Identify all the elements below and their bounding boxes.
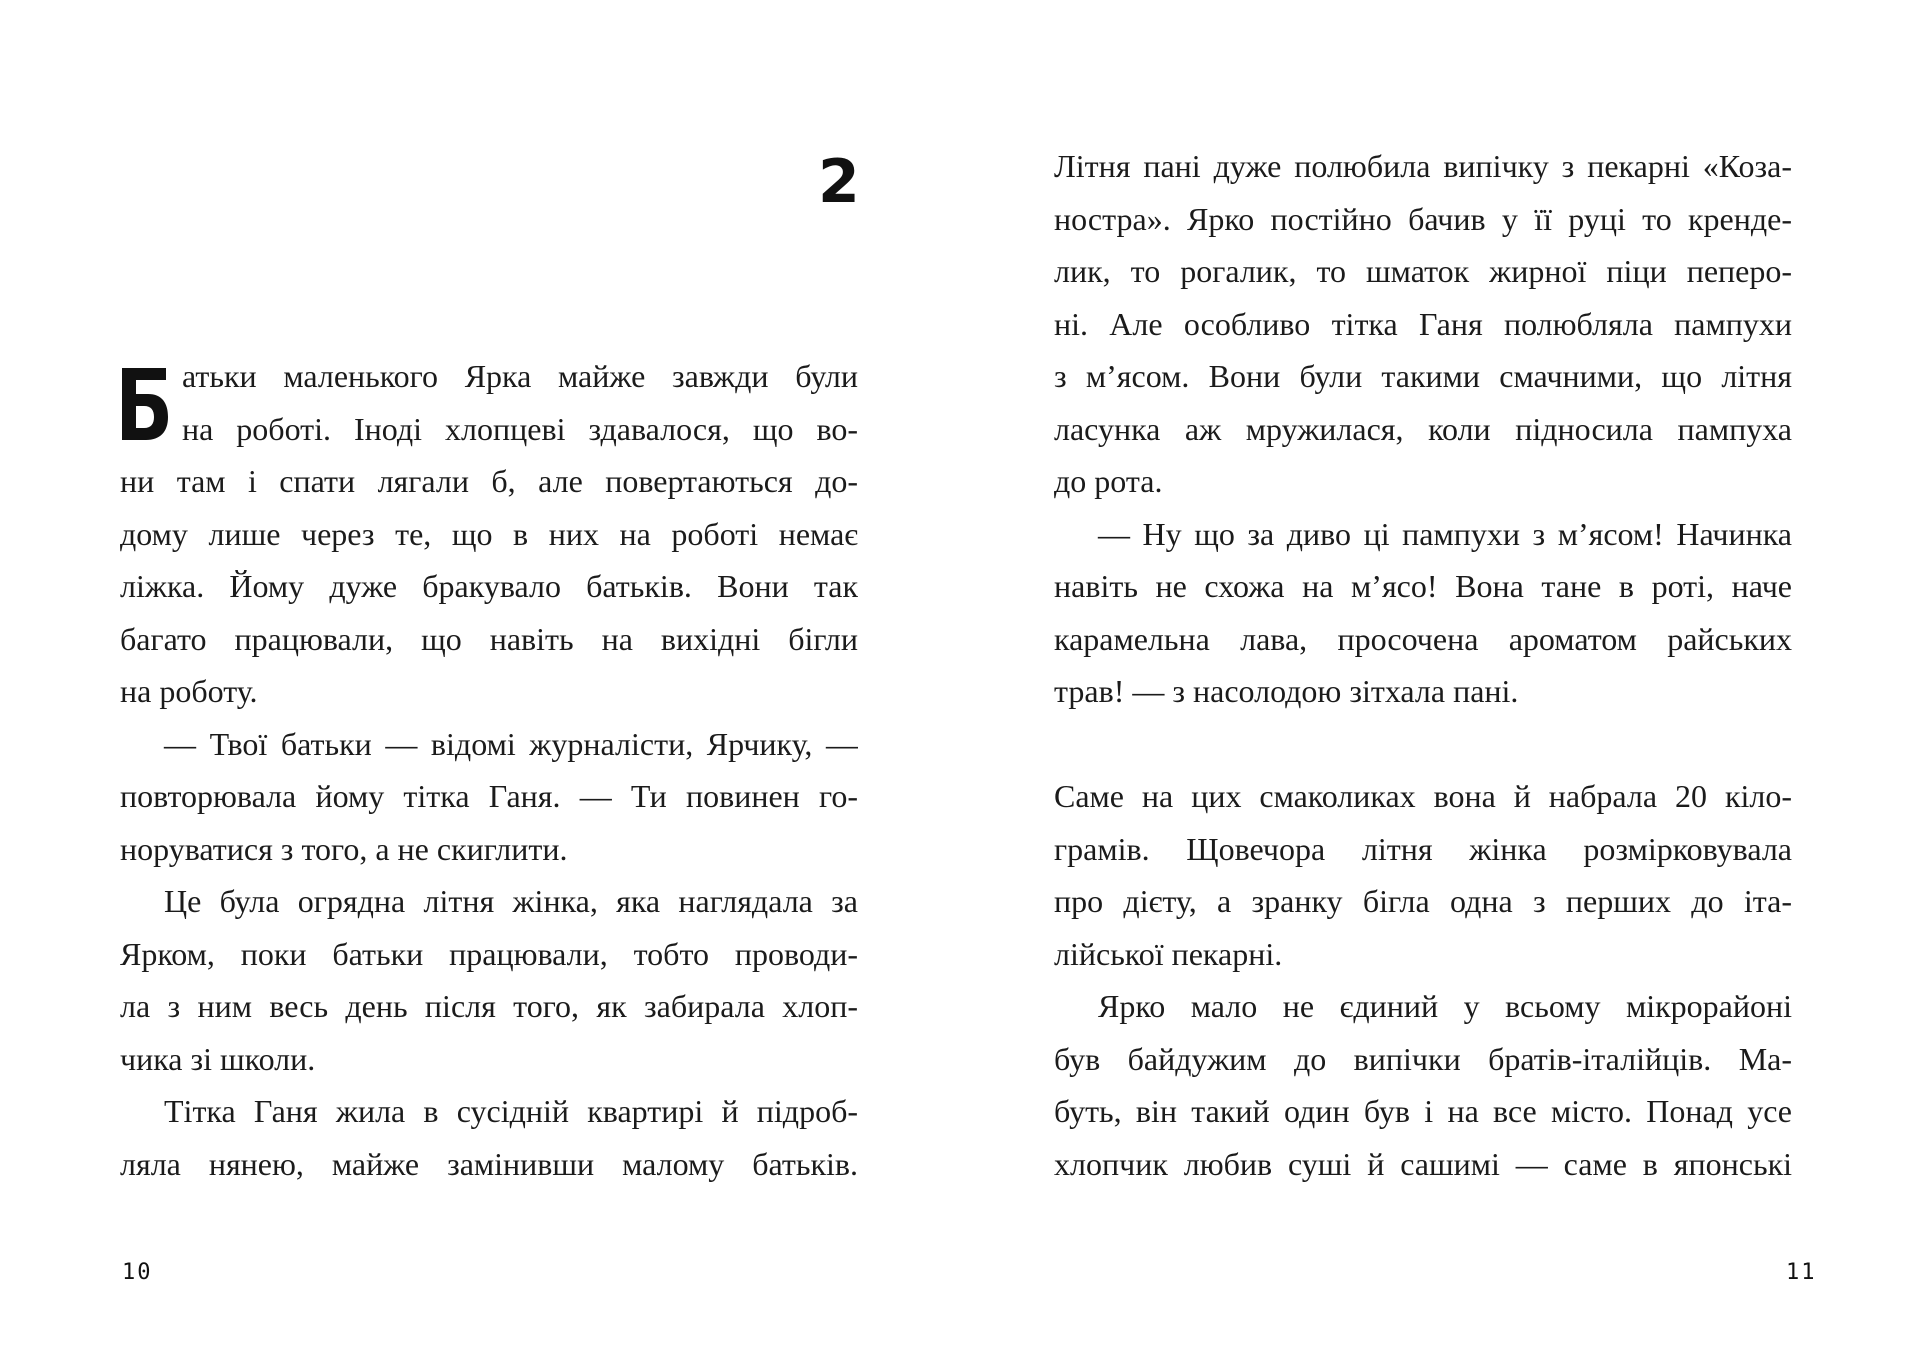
text-line: з м’ясом. Вони були такими смачними, що літня bbox=[1054, 358, 1792, 394]
text-line: Саме на цих смаколиках вона й набрала 20 кіло- bbox=[1054, 778, 1792, 814]
text-line: Це була огрядна літня жінка, яка наглядала за bbox=[164, 883, 858, 919]
page-number-text: 10 bbox=[122, 1260, 153, 1285]
text-line: трав! — з насолодою зітхала пані. bbox=[1054, 673, 1519, 709]
right-page bbox=[960, 0, 1920, 1366]
text-line: грамів. Щовечора літня жінка розмірковувала bbox=[1054, 830, 1792, 867]
right-page-text bbox=[1054, 140, 1792, 1190]
text-line: Тітка Ганя жила в сусідній квартирі й підроб- bbox=[164, 1093, 858, 1129]
text-line: лик, то рогалик, то шматок жирної піци пеперо- bbox=[1054, 253, 1792, 289]
section-break bbox=[1054, 718, 1792, 771]
text-line: ні. Але особливо тітка Ганя полюбляла пампухи bbox=[1054, 305, 1792, 342]
text-line: ностра». Ярко постійно бачив у її руці то кренде- bbox=[1054, 200, 1792, 237]
text-line: норуватися з того, а не скиглити. bbox=[120, 830, 568, 867]
text-line: до рота. bbox=[1054, 463, 1163, 499]
text-line: ласунка аж мружилася, коли підносила пампуха bbox=[1054, 410, 1792, 447]
text-line: ляла нянею, майже замінивши малому батьків. bbox=[120, 1145, 858, 1182]
text-line: повторювала йому тітка Ганя. — Ти повинен го- bbox=[120, 778, 858, 814]
text-line: атьки маленького Ярка майже завжди були bbox=[182, 358, 858, 394]
text-line: ни там і спати лягали б, але повертаються до- bbox=[120, 463, 858, 499]
chapter-number: 2 bbox=[818, 147, 860, 217]
text-line: лійської пекарні. bbox=[1054, 935, 1283, 972]
text-line: ла з ним весь день після того, як забирала хлоп- bbox=[120, 988, 858, 1024]
text-line: чика зі школи. bbox=[120, 1040, 316, 1077]
text-line: Ярко мало не єдиний у всьому мікрорайоні bbox=[1098, 988, 1792, 1024]
text-line: був байдужим до випічки братів-італійців. Ма- bbox=[1054, 1040, 1792, 1077]
text-line: — Ну що за диво ці пампухи з м’ясом! Начинка bbox=[1098, 515, 1792, 552]
text-line: хлопчик любив суші й сашимі — саме в японські bbox=[1054, 1145, 1792, 1182]
text-line: на роботу. bbox=[120, 673, 258, 709]
text-line: Літня пані дуже полюбила випічку з пекарні «Коза- bbox=[1054, 148, 1792, 184]
text-line: карамельна лава, просочена ароматом райських bbox=[1054, 620, 1792, 657]
text-line: буть, він такий один був і на все місто. Понад усе bbox=[1054, 1093, 1792, 1129]
left-page-text bbox=[120, 350, 858, 1190]
text-line: — Твої батьки — відомі журналісти, Ярчику, — bbox=[164, 725, 858, 762]
text-line: про дієту, а зранку бігла одна з перших до іта- bbox=[1054, 883, 1792, 919]
text-line: навіть не схожа на м’ясо! Вона тане в роті, наче bbox=[1054, 568, 1792, 604]
text-line: ліжка. Йому дуже бракувало батьків. Вони так bbox=[120, 568, 858, 604]
page-number bbox=[122, 1260, 153, 1285]
text-line: Ярком, поки батьки працювали, тобто проводи- bbox=[120, 935, 858, 972]
text-line: на роботі. Іноді хлопцеві здавалося, що во- bbox=[182, 410, 858, 447]
text-line: дому лише через те, що в них на роботі немає bbox=[120, 515, 858, 552]
page-number: 11 bbox=[1786, 1260, 1817, 1285]
text-line: багато працювали, що навіть на вихідні бігли bbox=[120, 620, 858, 657]
